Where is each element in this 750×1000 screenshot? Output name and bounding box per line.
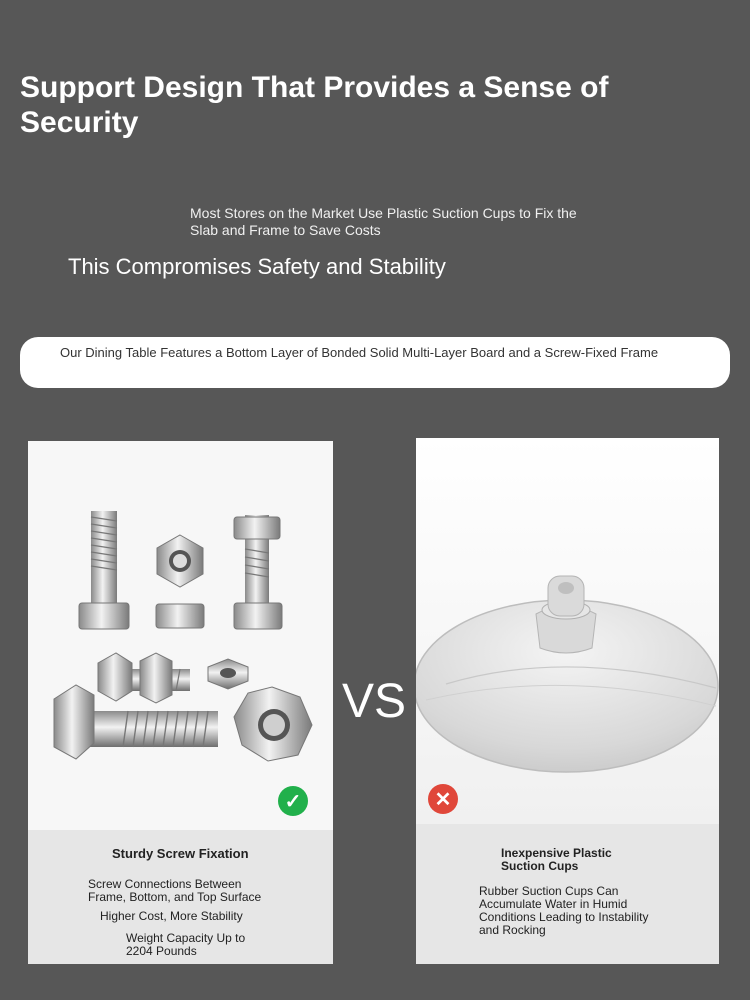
suction-cup-card [416,438,719,964]
page-title: Support Design That Provides a Sense of Security [20,71,609,139]
cross-icon: ✕ [428,784,458,814]
market-note: Most Stores on the Market Use Plastic Suction Cups to Fix the Slab and Frame to Save Costs [190,205,577,238]
check-icon: ✓ [278,786,308,816]
feature-banner [20,337,730,388]
bolts-and-nuts-illustration [28,441,333,830]
suction-point-1: Rubber Suction Cups Can Accumulate Water in Humid Conditions Leading to Instability and Rocking [479,884,649,937]
screw-point-3: Weight Capacity Up to 2204 Pounds [126,931,246,958]
screws-image [28,441,333,830]
suction-cup-illustration [416,438,719,824]
screw-card-heading: Sturdy Screw Fixation [112,846,249,861]
safety-note: This Compromises Safety and Stability [68,254,446,279]
versus-label: VS [342,675,407,728]
screw-point-1: Screw Connections Between Frame, Bottom, and Top Surface [88,877,262,904]
feature-banner-text: Our Dining Table Features a Bottom Layer of Bonded Solid Multi-Layer Board and a Screw-Fixed Frame [60,345,659,360]
screw-fixation-card [28,441,333,964]
suction-cup-image [416,438,719,824]
screw-point-2: Higher Cost, More Stability [100,909,243,923]
suction-card-heading: Inexpensive Plastic Suction Cups [501,846,612,873]
